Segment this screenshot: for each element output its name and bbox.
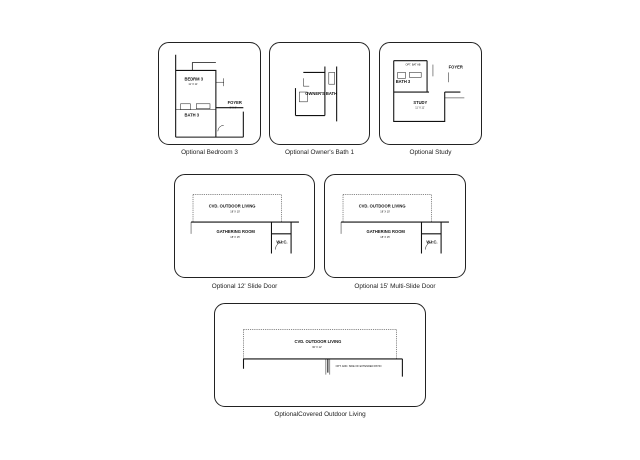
caption-bedroom-3: Optional Bedroom 3	[181, 149, 238, 156]
room-dim-bedroom: 11' X 11'	[188, 83, 198, 87]
plan-card-study	[379, 42, 482, 145]
room-dim-gathering: 18' X 15'	[230, 235, 241, 239]
room-label-study: STUDY	[413, 99, 428, 105]
room-label-gathering: GATHERING ROOM	[366, 228, 405, 234]
plan-card-bedroom-3	[158, 42, 261, 145]
caption-12-slide-door: Optional 12' Slide Door	[211, 283, 278, 290]
room-label-outdoor: CVD. OUTDOOR LIVING	[358, 203, 406, 209]
room-label-outdoor: CVD. OUTDOOR LIVING	[208, 203, 256, 209]
room-label-bath: BATH 3	[184, 112, 200, 118]
room-note-extended-patio: OPT. ADD. SIDE OF EXTENDED PATIO	[335, 364, 382, 368]
plan-card-owners-bath	[269, 42, 370, 145]
room-dim-study: 11' X 11'	[415, 106, 425, 110]
room-label-foyer: FOYER	[448, 64, 463, 70]
room-note-opt: OPT. BAT AB	[405, 63, 421, 67]
room-dim-outdoor: 30' X 12'	[312, 346, 322, 350]
floor-plan-covered-outdoor-living	[215, 304, 425, 406]
room-dim-foyer: 8' X 8'	[229, 106, 237, 110]
floor-plan-15-multi-slide-door	[325, 175, 465, 277]
plan-card-12-slide-door	[174, 174, 315, 278]
caption-study: Optional Study	[409, 149, 452, 156]
floor-plan-12-slide-door	[175, 175, 314, 277]
room-dim-outdoor: 18' X 10'	[230, 210, 241, 214]
room-label-foyer: FOYER	[227, 99, 242, 105]
room-label-wic: W.I.C.	[426, 239, 438, 245]
plan-card-15-multi-slide-door	[324, 174, 466, 278]
room-dim-gathering: 18' X 15'	[380, 235, 391, 239]
floor-plan-bedroom-3	[159, 43, 260, 144]
room-label-gathering: GATHERING ROOM	[216, 228, 255, 234]
caption-15-multi-slide-door: Optional 15' Multi-Slide Door	[354, 283, 436, 290]
room-dim-outdoor: 18' X 10'	[380, 210, 391, 214]
floor-plan-study	[380, 43, 481, 144]
room-label-bath: BATH 3	[395, 79, 411, 85]
floor-plan-owners-bath	[270, 43, 369, 144]
room-label-wic: W.I.C.	[276, 239, 288, 245]
caption-covered-outdoor-living: OptionalCovered Outdoor Living	[274, 411, 366, 418]
room-label-outdoor: CVD. OUTDOOR LIVING	[294, 339, 342, 345]
caption-owners-bath: Optional Owner's Bath 1	[284, 149, 355, 156]
plan-card-covered-outdoor-living	[214, 303, 426, 407]
room-label-bedroom: BEDRM 3	[184, 76, 203, 82]
room-label-owners-bath: OWNER'S BATH	[305, 90, 338, 96]
